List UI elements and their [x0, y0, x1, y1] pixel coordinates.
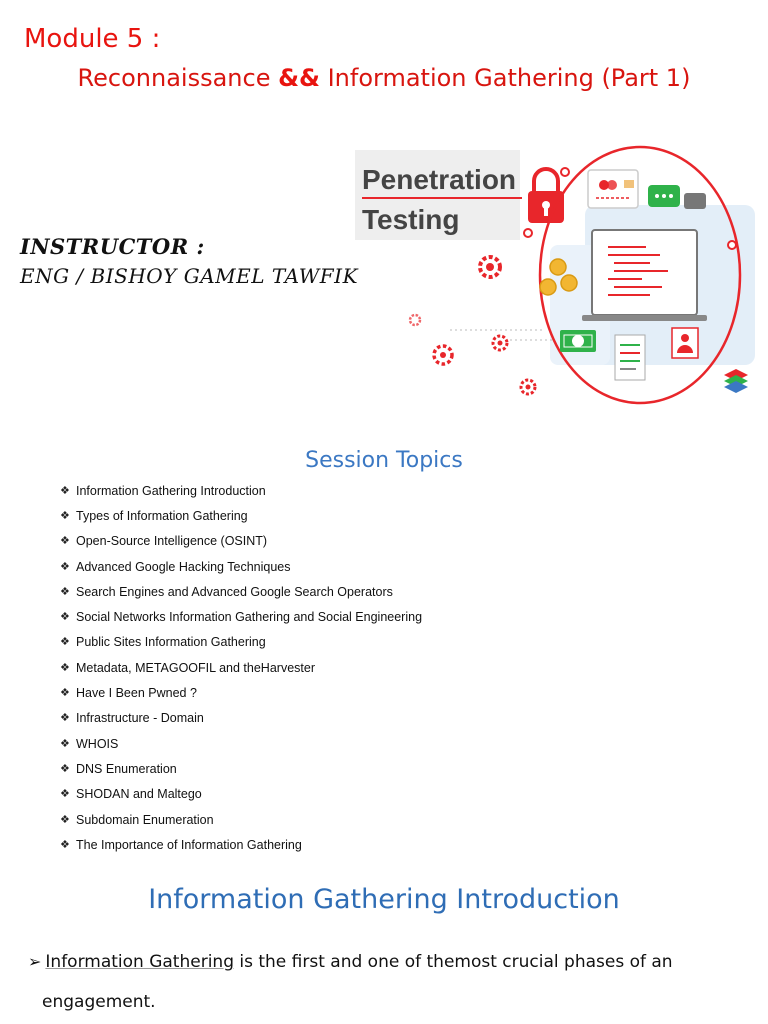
circle-node-2 [524, 229, 532, 237]
topic-label: Infrastructure - Domain [76, 711, 204, 726]
topic-label: Search Engines and Advanced Google Search Operators [76, 584, 393, 599]
topic-item [60, 655, 422, 680]
session-topics-heading: Session Topics [305, 448, 463, 473]
topic-label: Social Networks Information Gathering and Social Engineering [76, 610, 423, 625]
topic-item [60, 807, 422, 832]
diamond-bullet-icon: ❖ [60, 560, 70, 573]
diamond-bullet-icon: ❖ [60, 813, 70, 826]
gear-icon-medium [434, 346, 452, 364]
topic-label: WHOIS [76, 736, 119, 751]
chat-icon [648, 185, 706, 209]
diamond-bullet-icon: ❖ [60, 788, 70, 801]
diamond-bullet-icon: ❖ [60, 509, 70, 522]
layers-icon [724, 369, 748, 393]
diamond-bullet-icon: ❖ [60, 737, 70, 750]
arrow-bullet-icon: ➢ [28, 952, 42, 971]
topic-item [60, 756, 422, 781]
topic-item [60, 503, 422, 528]
topic-label: Metadata, METAGOOFIL and theHarvester [76, 660, 315, 675]
subtitle-part-2: Information Gathering (Part 1) [319, 64, 691, 92]
instructor-label: INSTRUCTOR : [20, 234, 205, 259]
topic-item [60, 630, 422, 655]
topic-label: Information Gathering Introduction [76, 483, 266, 498]
topic-item [60, 731, 422, 756]
topic-item [60, 706, 422, 731]
topic-item [60, 832, 422, 857]
intro-paragraph [28, 942, 728, 1022]
topic-label: SHODAN and Maltego [76, 787, 202, 802]
intro-text: is the first and one of themost crucial phases of an [233, 952, 673, 972]
circle-node-1 [561, 168, 569, 176]
topic-label: Have I Been Pwned ? [76, 686, 197, 701]
topic-label: Subdomain Enumeration [76, 812, 214, 827]
diamond-bullet-icon: ❖ [60, 636, 70, 649]
penetration-testing-illustration [350, 135, 760, 410]
intro-text-continued: engagement. [42, 992, 156, 1012]
diamond-bullet-icon: ❖ [60, 611, 70, 624]
diamond-bullet-icon: ❖ [60, 535, 70, 548]
laptop-icon [582, 230, 707, 321]
money-icon [560, 330, 596, 352]
diamond-bullet-icon: ❖ [60, 661, 70, 674]
topic-item [60, 604, 422, 629]
gear-icon-3 [521, 380, 535, 394]
topic-label: DNS Enumeration [76, 761, 177, 776]
topic-item [60, 782, 422, 807]
diamond-bullet-icon: ❖ [60, 585, 70, 598]
topic-item [60, 554, 422, 579]
topic-label: Advanced Google Hacking Techniques [76, 559, 291, 574]
gear-icon [480, 257, 500, 277]
card-icon [588, 170, 638, 208]
topic-item [60, 478, 422, 503]
diamond-bullet-icon: ❖ [60, 687, 70, 700]
topic-label: Types of Information Gathering [76, 508, 248, 523]
diamond-bullet-icon: ❖ [60, 712, 70, 725]
intro-term: Information Gathering [45, 952, 234, 972]
graphic-title-line-1: Penetration [362, 164, 517, 195]
session-topics-list [60, 478, 422, 857]
module-title: Module 5 : [24, 24, 161, 54]
graphic-title-line-2: Testing [362, 204, 460, 235]
topic-label: Public Sites Information Gathering [76, 635, 266, 650]
instructor-name: ENG / BISHOY GAMEL TAWFIK [20, 264, 359, 288]
section-heading: Information Gathering Introduction [148, 884, 620, 915]
module-subtitle [0, 64, 768, 92]
gear-icon-small [410, 315, 420, 325]
document-icon [615, 335, 645, 380]
topic-item [60, 579, 422, 604]
subtitle-ampersands: && [278, 64, 320, 92]
lock-icon [528, 169, 564, 223]
diamond-bullet-icon: ❖ [60, 762, 70, 775]
profile-icon [672, 328, 698, 358]
subtitle-part-1: Reconnaissance [77, 64, 279, 92]
topic-item [60, 680, 422, 705]
gear-icon-2 [493, 336, 507, 350]
topic-label: Open-Source Intelligence (OSINT) [76, 534, 268, 549]
diamond-bullet-icon: ❖ [60, 838, 70, 851]
topic-item [60, 529, 422, 554]
circle-node-3 [728, 241, 736, 249]
diamond-bullet-icon: ❖ [60, 484, 70, 497]
topic-label: The Importance of Information Gathering [76, 837, 302, 852]
